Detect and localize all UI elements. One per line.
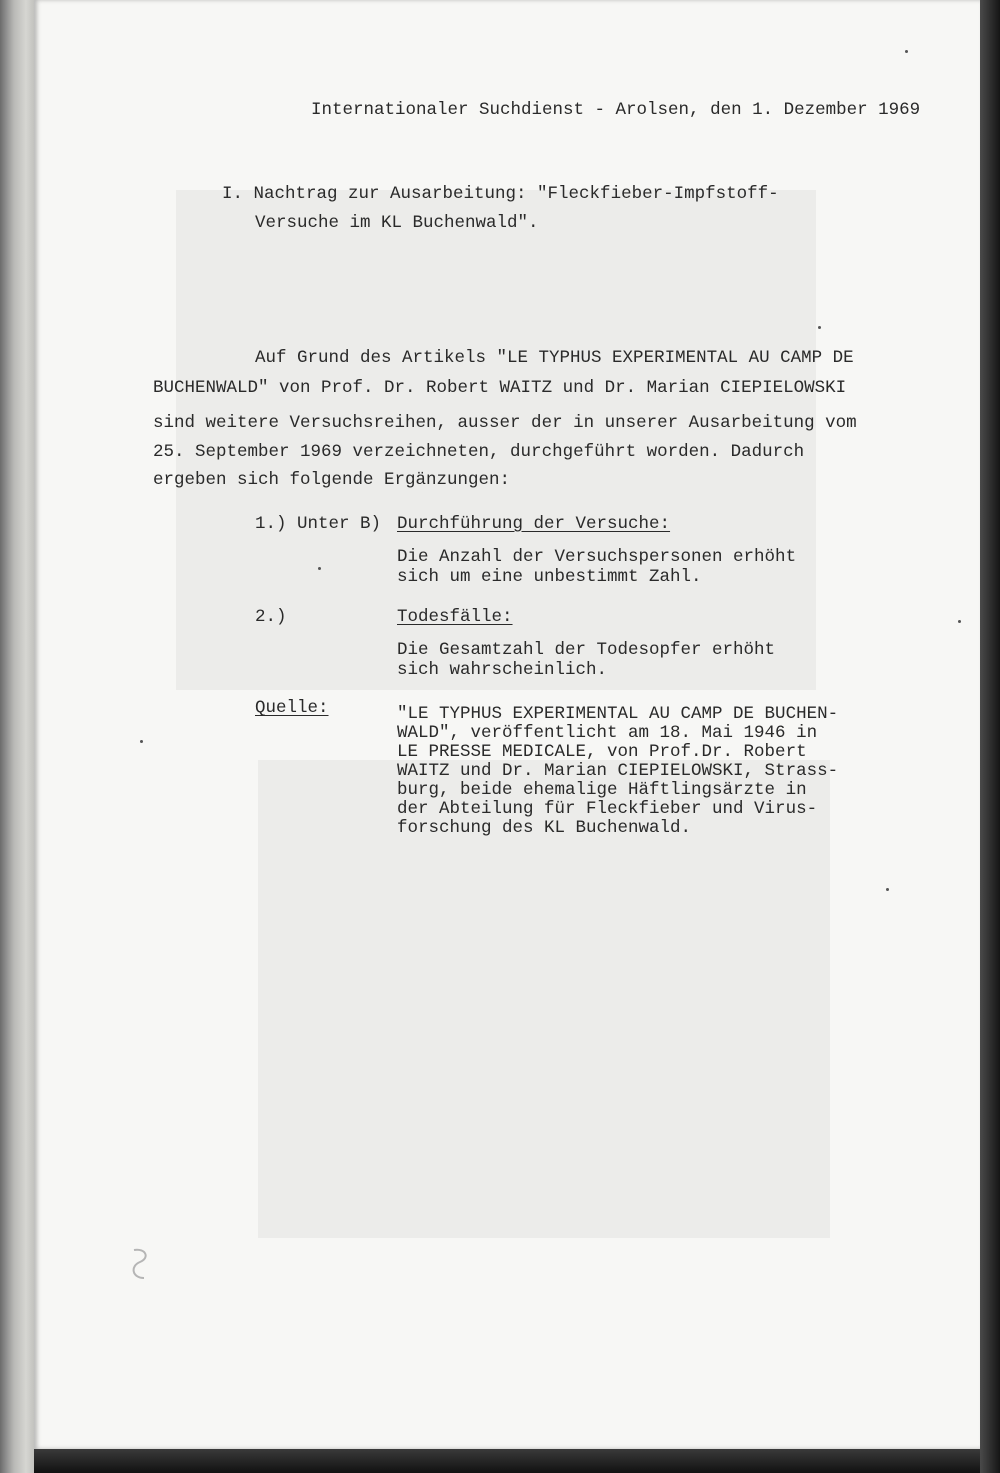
scan-speck [905, 50, 908, 53]
item-text-line: sich wahrscheinlich. [397, 660, 608, 680]
scan-speck [818, 326, 821, 329]
source-line: burg, beide ehemalige Häftlingsärzte in [397, 780, 807, 800]
item-number: 2.) [255, 607, 287, 627]
source-label: Quelle: [255, 698, 329, 718]
header-place-date: Internationaler Suchdienst - Arolsen, den 1. Dezember 1969 [311, 100, 921, 120]
page-edge-bottom [34, 1449, 980, 1473]
source-line: WALD", veröffentlicht am 18. Mai 1946 in [397, 723, 818, 743]
source-line: LE PRESSE MEDICALE, von Prof.Dr. Robert [397, 742, 807, 762]
title-line-1: I. Nachtrag zur Ausarbeitung: "Fleckfieber-Impfstoff- [222, 184, 779, 204]
item-number: 1.) Unter B) [255, 514, 382, 534]
intro-line: ergeben sich folgende Ergänzungen: [153, 470, 511, 490]
item-heading: Durchführung der Versuche: [397, 514, 671, 534]
scan-speck [958, 620, 961, 623]
item-text-line: sich um eine unbestimmt Zahl. [397, 567, 702, 587]
source-line: forschung des KL Buchenwald. [397, 818, 692, 838]
item-text-line: Die Gesamtzahl der Todesopfer erhöht [397, 640, 776, 660]
intro-line: Auf Grund des Artikels "LE TYPHUS EXPERIMENTAL AU CAMP DE [255, 348, 854, 368]
scan-speck [140, 740, 143, 743]
scan-speck [886, 888, 889, 891]
source-line: WAITZ und Dr. Marian CIEPIELOWSKI, Strass- [397, 761, 839, 781]
intro-line: sind weitere Versuchsreihen, ausser der in unserer Ausarbeitung vom [153, 413, 857, 433]
item-text-line: Die Anzahl der Versuchspersonen erhöht [397, 547, 797, 567]
item-heading: Todesfälle: [397, 607, 513, 627]
title-line-2: Versuche im KL Buchenwald". [255, 213, 539, 233]
source-line: "LE TYPHUS EXPERIMENTAL AU CAMP DE BUCHEN- [397, 704, 839, 724]
intro-line: 25. September 1969 verzeichneten, durchgeführt worden. Dadurch [153, 442, 805, 462]
scan-speck [318, 567, 321, 570]
source-line: der Abteilung für Fleckfieber und Virus- [397, 799, 818, 819]
pencil-mark-icon [126, 1246, 156, 1282]
page-edge-right [980, 0, 1000, 1473]
intro-line: BUCHENWALD" von Prof. Dr. Robert WAITZ und Dr. Marian CIEPIELOWSKI [153, 378, 847, 398]
